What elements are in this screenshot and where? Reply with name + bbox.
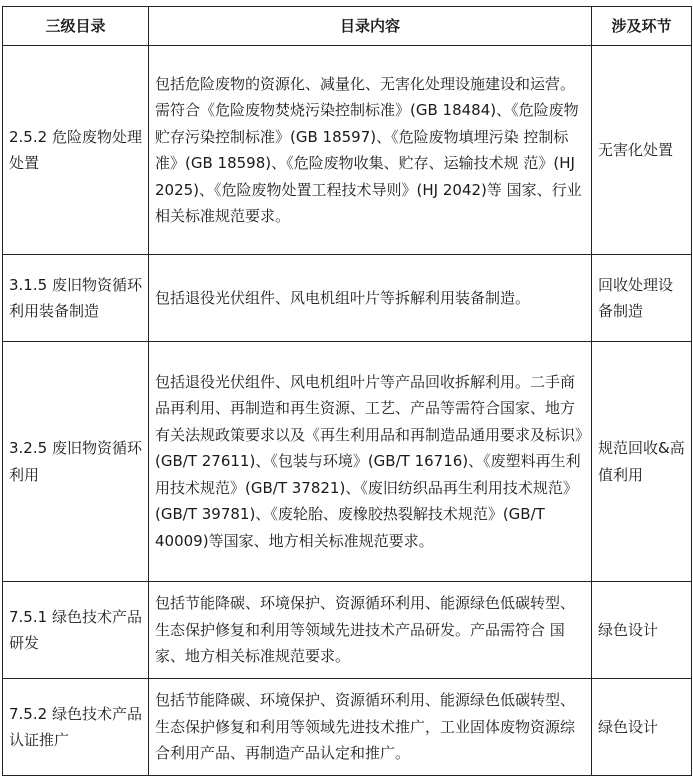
content-cell: 包括退役光伏组件、风电机组叶片等拆解利用装备制造。 [149,255,592,342]
table-row [3,679,692,776]
catalog-cell: 3.1.5 废旧物资循环利用装备制造 [3,255,149,342]
content-cell: 包括退役光伏组件、风电机组叶片等产品回收拆解利用。二手商品再利用、再制造和再生资源、工艺、产品等需符合国家、地方有关法规政策要求以及《再生利用品和再制造品通用要求及标识》(GB/T 27611)、《包装与环境》(GB/T 16716)、《废塑料再生利用技术规范》(GB/T 37821)、《废旧纺织品再生利用技术规范》(GB/T 39781)、《废轮胎、废橡胶热裂解技术规范》(GB/T 40009)等国家、地方相关标准规范要求。 [149,342,592,582]
catalog-table [2,6,692,776]
content-cell: 包括节能降碳、环境保护、资源循环利用、能源绿色低碳转型、生态保护修复和利用等领域先进技术推广，工业固体废物资源综合利用产品、再制造产品认定和推广。 [149,679,592,776]
table-row [3,342,692,582]
stage-cell: 规范回收&高值利用 [592,342,692,582]
stage-cell: 绿色设计 [592,582,692,679]
table-header-row [3,7,692,46]
header-content: 目录内容 [149,7,592,46]
content-cell: 包括危险废物的资源化、减量化、无害化处理设施建设和运营。需符合《危险废物焚烧污染控制标准》(GB 18484)、《危险废物贮存污染控制标准》(GB 18597)、《危险废物填埋污染 控制标准》(GB 18598)、《危险废物收集、贮存、运输技术规 范》(HJ 2025)、《危险废物处置工程技术导则》(HJ 2042)等 国家、行业相关标准规范要求。 [149,46,592,255]
catalog-cell: 3.2.5 废旧物资循环利用 [3,342,149,582]
stage-cell: 绿色设计 [592,679,692,776]
stage-cell: 无害化处置 [592,46,692,255]
header-catalog: 三级目录 [3,7,149,46]
catalog-cell: 7.5.1 绿色技术产品研发 [3,582,149,679]
catalog-cell: 7.5.2 绿色技术产品认证推广 [3,679,149,776]
header-stage: 涉及环节 [592,7,692,46]
catalog-cell: 2.5.2 危险废物处理处置 [3,46,149,255]
stage-cell: 回收处理设备制造 [592,255,692,342]
table-row [3,582,692,679]
content-cell: 包括节能降碳、环境保护、资源循环利用、能源绿色低碳转型、生态保护修复和利用等领域先进技术产品研发。产品需符合 国家、地方相关标准规范要求。 [149,582,592,679]
table-row [3,255,692,342]
table-row [3,46,692,255]
